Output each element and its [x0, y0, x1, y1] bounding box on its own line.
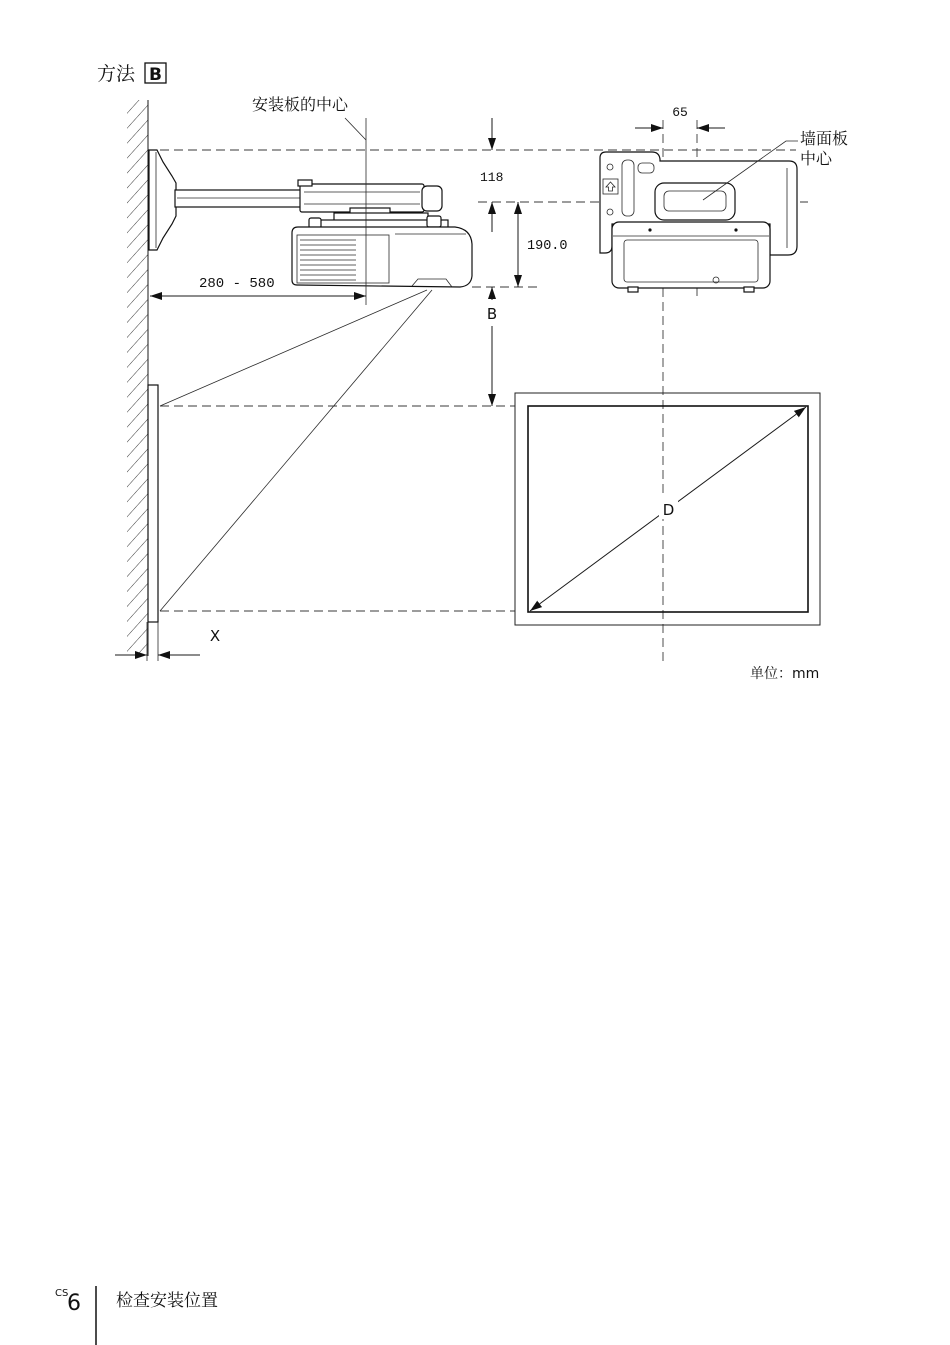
arm-distance-value: 280 - 580 — [199, 276, 275, 292]
mount-plate-center-leader — [345, 118, 366, 140]
unit-note: 单位：mm — [750, 666, 820, 682]
projection-ray-top — [160, 290, 427, 406]
center-offset-value: 65 — [672, 105, 688, 120]
mount-piece-outer — [655, 183, 735, 220]
projector-front-view — [612, 222, 770, 292]
mount-plate-center-label: 安装板的中心 — [252, 95, 349, 114]
screen-side-view — [148, 385, 158, 622]
arm-tube — [175, 190, 302, 207]
wall-gap-label: X — [209, 627, 221, 645]
arm-end-cap — [422, 186, 442, 211]
projection-ray-bottom — [160, 290, 432, 611]
language-code: CS — [55, 1288, 69, 1299]
projector-foot-right — [744, 287, 754, 292]
arm-knob — [298, 180, 312, 186]
projector-height-value: 190.0 — [527, 239, 568, 254]
offset-top-value: 118 — [480, 170, 504, 185]
screen-diagonal-label: D — [662, 501, 675, 519]
extension-arm — [175, 180, 442, 212]
method-heading — [97, 63, 166, 85]
bracket-right-foot — [427, 216, 441, 227]
wall-plate-center-label-line1: 墙面板 — [800, 129, 849, 148]
projector-screw-right — [734, 228, 737, 231]
wall-plate-center-label-line2: 中心 — [800, 149, 833, 168]
method-label: 方法 — [97, 63, 136, 85]
section-title: 检查安装位置 — [116, 1291, 218, 1311]
method-letter: B — [149, 65, 162, 85]
projector-foot-left — [628, 287, 638, 292]
wall — [127, 100, 148, 656]
projector-screw-left — [648, 228, 651, 231]
screen-gap-label: B — [486, 305, 498, 323]
page-footer — [55, 1286, 218, 1345]
page-number: 6 — [67, 1291, 81, 1316]
wall-mount-plate-side — [149, 150, 176, 250]
mount-piece-front-view — [655, 183, 735, 220]
wall-hatching — [127, 100, 148, 656]
projector-side-body — [292, 227, 472, 287]
projector-side-view — [292, 227, 472, 287]
screen-front-view — [515, 393, 820, 625]
projector-front-body — [612, 222, 770, 288]
